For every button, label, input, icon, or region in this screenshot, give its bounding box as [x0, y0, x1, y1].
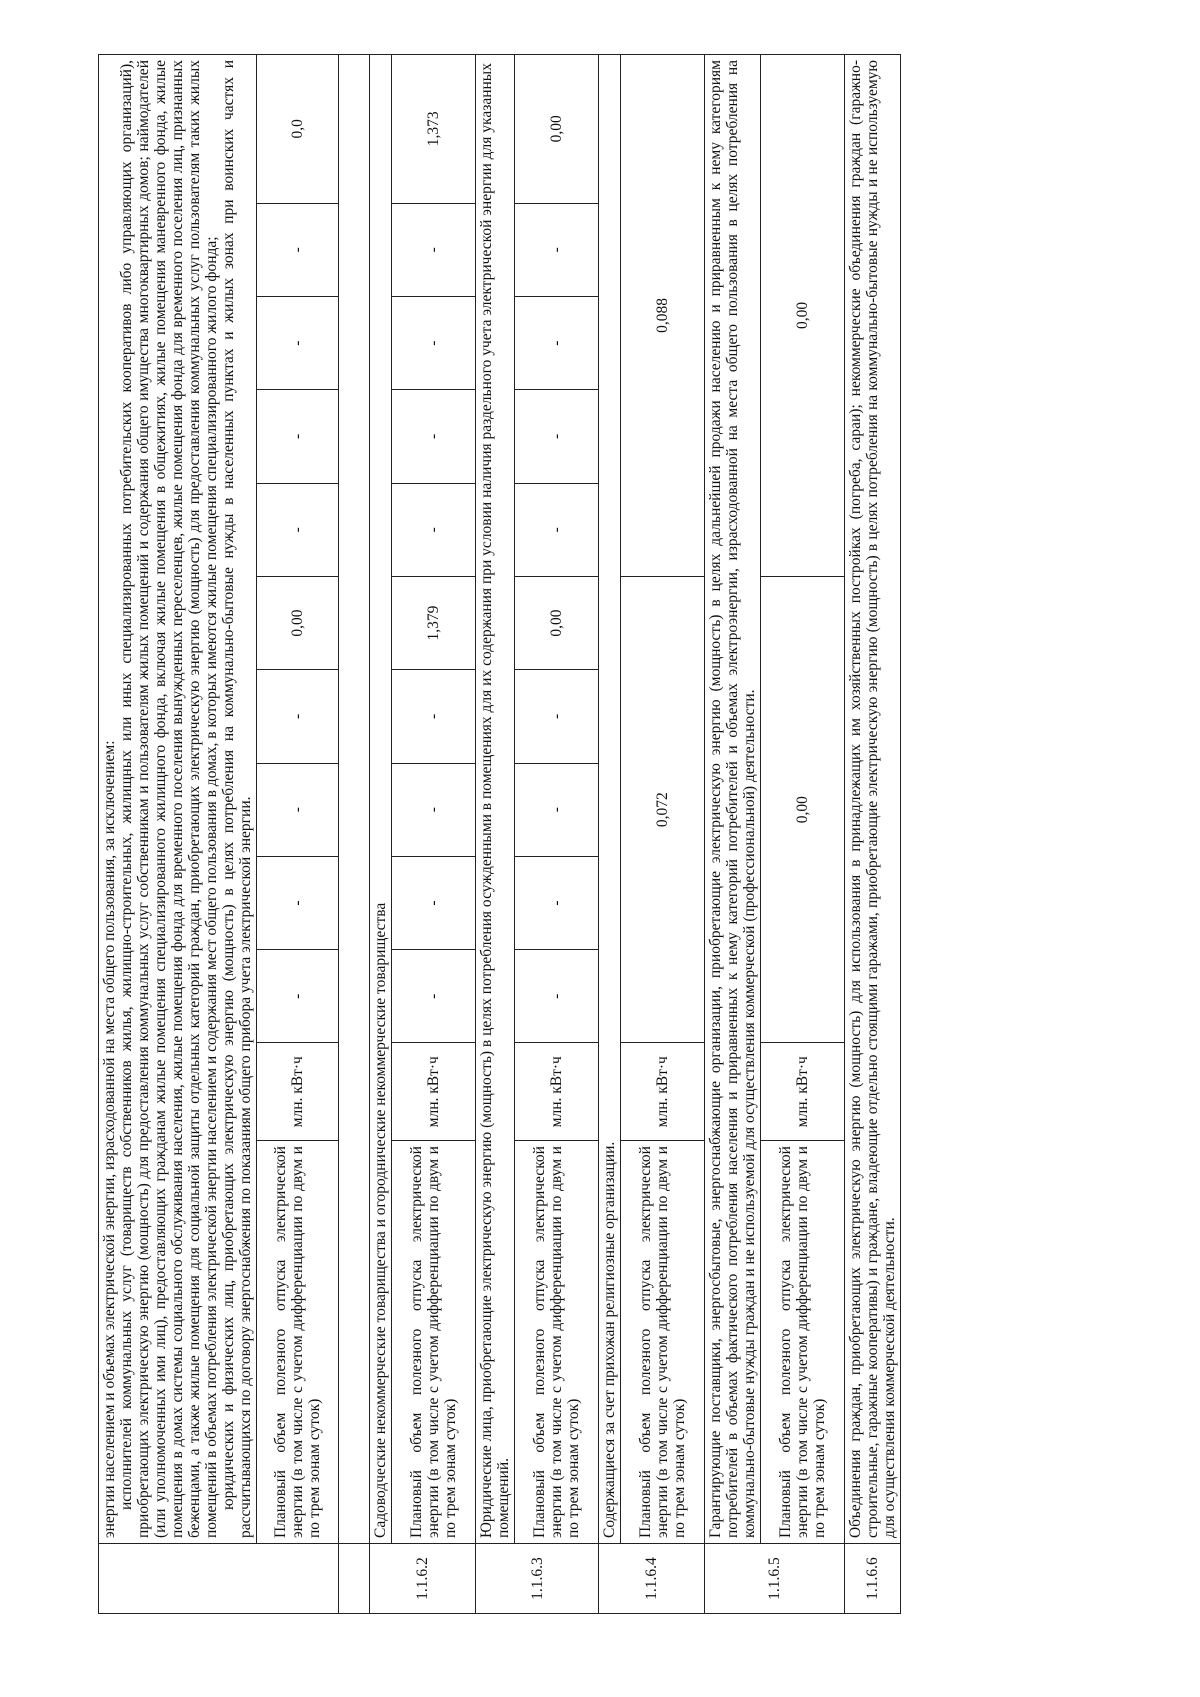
row-unit: млн. кВт·ч	[392, 1043, 476, 1141]
merged-value-first-half: 0,00	[761, 576, 845, 1043]
value-cell: -	[515, 296, 599, 389]
value-cell: -	[392, 670, 476, 763]
value-cell: -	[257, 856, 339, 949]
value-cell: -	[257, 483, 339, 576]
value-cell: -	[515, 483, 599, 576]
section-header-row	[599, 55, 621, 1614]
section-header-row	[845, 55, 901, 1614]
rotated-page	[98, 54, 978, 1614]
row-unit: млн. кВт·ч	[761, 1043, 845, 1141]
section-header: Юридические лица, приобретающие электрическую энергию (мощность) в целях потребления осужденными в помещениях для их содержания при условии наличия раздельного учета электрической энергии для указанных помещений.	[476, 55, 515, 1544]
value-cell: 0,00	[257, 576, 339, 669]
section-header: Содержащиеся за счет прихожан религиозные организации.	[599, 55, 621, 1544]
row-description: Плановый объем полезного отпуска электрической энергии (в том числе с учетом дифференциации по двум и по трем зонам суток)	[621, 1141, 705, 1544]
tariff-table	[98, 54, 901, 1614]
intro-exception-1: исполнителей коммунальных услуг (товариществ собственников жилья, жилищно-строительных, жилищных или иных специализированных потребительских кооперативов либо управляющих организаций), приобретающих электрическую энергию (мощность) для предоставления коммунальных услуг собственникам и пользователям жилых помещений и содержания общего имущества многоквартирных домов; наймодателей (или уполномоченных ими лиц), предоставляющих гражданам жилые помещения специализированного жилищного фонда, включая жилые помещения в общежитиях, жилые помещения маневренного фонда, жилые помещения в домах системы социального обслуживания населения, жилые помещения фонда для временного поселения вынужденных переселенцев, жилые помещения фонда для временного поселения лиц, признанных беженцами, а также жилые помещения для социальной защиты отдельных категорий граждан, приобретающих электрическую энергию (мощность) для предоставления коммунальных услуг пользователям таких жилых помещений в объемах потребления электрической энергии населением и содержания мест общего пользования в домах, в которых имеются жилые помещения специализированного жилого фонда;	[118, 60, 220, 1539]
intro-row	[99, 55, 257, 1614]
spacer-row	[339, 55, 370, 1614]
row-unit: млн. кВт·ч	[515, 1043, 599, 1141]
value-cell: -	[515, 390, 599, 483]
value-cell: -	[257, 296, 339, 389]
value-cell: -	[392, 390, 476, 483]
row-number-cell	[99, 1544, 339, 1614]
value-cell: 0,00	[515, 55, 599, 204]
section-header-row	[476, 55, 515, 1614]
row-number: 1.1.6.4	[599, 1544, 705, 1614]
section-header-row	[370, 55, 392, 1614]
value-cell: -	[257, 763, 339, 856]
value-cell: 1,373	[392, 55, 476, 204]
value-cell: -	[392, 296, 476, 389]
value-cell: -	[257, 203, 339, 296]
section-header-row	[705, 55, 761, 1614]
merged-value-first-half: 0,072	[621, 576, 705, 1043]
section-header: Объединения граждан, приобретающих электрическую энергию (мощность) для использования в принадлежащих им хозяйственных постройках (погреба, сараи); некоммерческие объединения граждан (гаражно-строительные, гаражные кооперативы) и граждане, владеющие отдельно стоящими гаражами, приобретающие электрическую энергию (мощность) в целях потребления на коммунально-бытовые нужды и не используемую для осуществления коммерческой деятельности.	[845, 55, 901, 1544]
row-description: Плановый объем полезного отпуска электрической энергии (в том числе с учетом дифференциации по двум и по трем зонам суток)	[257, 1141, 339, 1544]
row-description: Плановый объем полезного отпуска электрической энергии (в том числе с учетом дифференциации по двум и по трем зонам суток)	[761, 1141, 845, 1544]
value-cell: -	[515, 203, 599, 296]
row-number: 1.1.6.3	[476, 1544, 599, 1614]
value-cell: -	[392, 763, 476, 856]
table-row	[621, 55, 705, 1614]
value-cell: -	[515, 763, 599, 856]
value-cell: -	[257, 390, 339, 483]
table-row	[515, 55, 599, 1614]
section-header: Садоводческие некоммерческие товарищества и огороднические некоммерческие товарищества	[370, 55, 392, 1544]
value-cell: -	[257, 950, 339, 1043]
table-row	[761, 55, 845, 1614]
value-cell: -	[392, 483, 476, 576]
value-cell: 1,379	[392, 576, 476, 669]
row-unit: млн. кВт·ч	[257, 1043, 339, 1141]
row-number: 1.1.6.6	[845, 1544, 901, 1614]
value-cell: -	[515, 856, 599, 949]
value-cell: -	[515, 950, 599, 1043]
table-row	[392, 55, 476, 1614]
row-number: 1.1.6.2	[370, 1544, 476, 1614]
row-description: Плановый объем полезного отпуска электрической энергии (в том числе с учетом дифференциации по двум и по трем зонам суток)	[515, 1141, 599, 1544]
row-unit: млн. кВт·ч	[621, 1043, 705, 1141]
table-row	[257, 55, 339, 1614]
intro-line: энергии населением и объемах электрической энергии, израсходованной на места общего пользования, за исключением:	[101, 740, 118, 1539]
row-number: 1.1.6.5	[705, 1544, 845, 1614]
row-description: Плановый объем полезного отпуска электрической энергии (в том числе с учетом дифференциации по двум и по трем зонам суток)	[392, 1141, 476, 1544]
section-header: Гарантирующие поставщики, энергосбытовые, энергоснабжающие организации, приобретающие электрическую энергию (мощность) в целях дальнейшей продажи населению и приравненным к нему категориям потребителей в объемах фактического потребления населения и приравненных к нему категорий потребителей и объемах электроэнергии, израсходованной на места общего пользования в целях потребления на коммунально-бытовые нужды граждан и не используемой для осуществления коммерческой (профессиональной) деятельности.	[705, 55, 761, 1544]
value-cell: 0,00	[515, 576, 599, 669]
merged-value-second-half: 0,00	[761, 55, 845, 577]
value-cell: -	[257, 670, 339, 763]
value-cell: 0,0	[257, 55, 339, 204]
intro-text	[99, 55, 257, 1544]
value-cell: -	[392, 950, 476, 1043]
value-cell: -	[515, 670, 599, 763]
value-cell: -	[392, 203, 476, 296]
merged-value-second-half: 0,088	[621, 55, 705, 577]
value-cell: -	[392, 856, 476, 949]
intro-exception-2: юридических и физических лиц, приобретающих электрическую энергию (мощность) в целях потребления на коммунально-бытовые нужды в населенных пунктах и жилых зонах при воинских частях и рассчитывающихся по договору энергоснабжения по показаниям общего прибора учета электрической энергии.	[220, 60, 254, 1539]
